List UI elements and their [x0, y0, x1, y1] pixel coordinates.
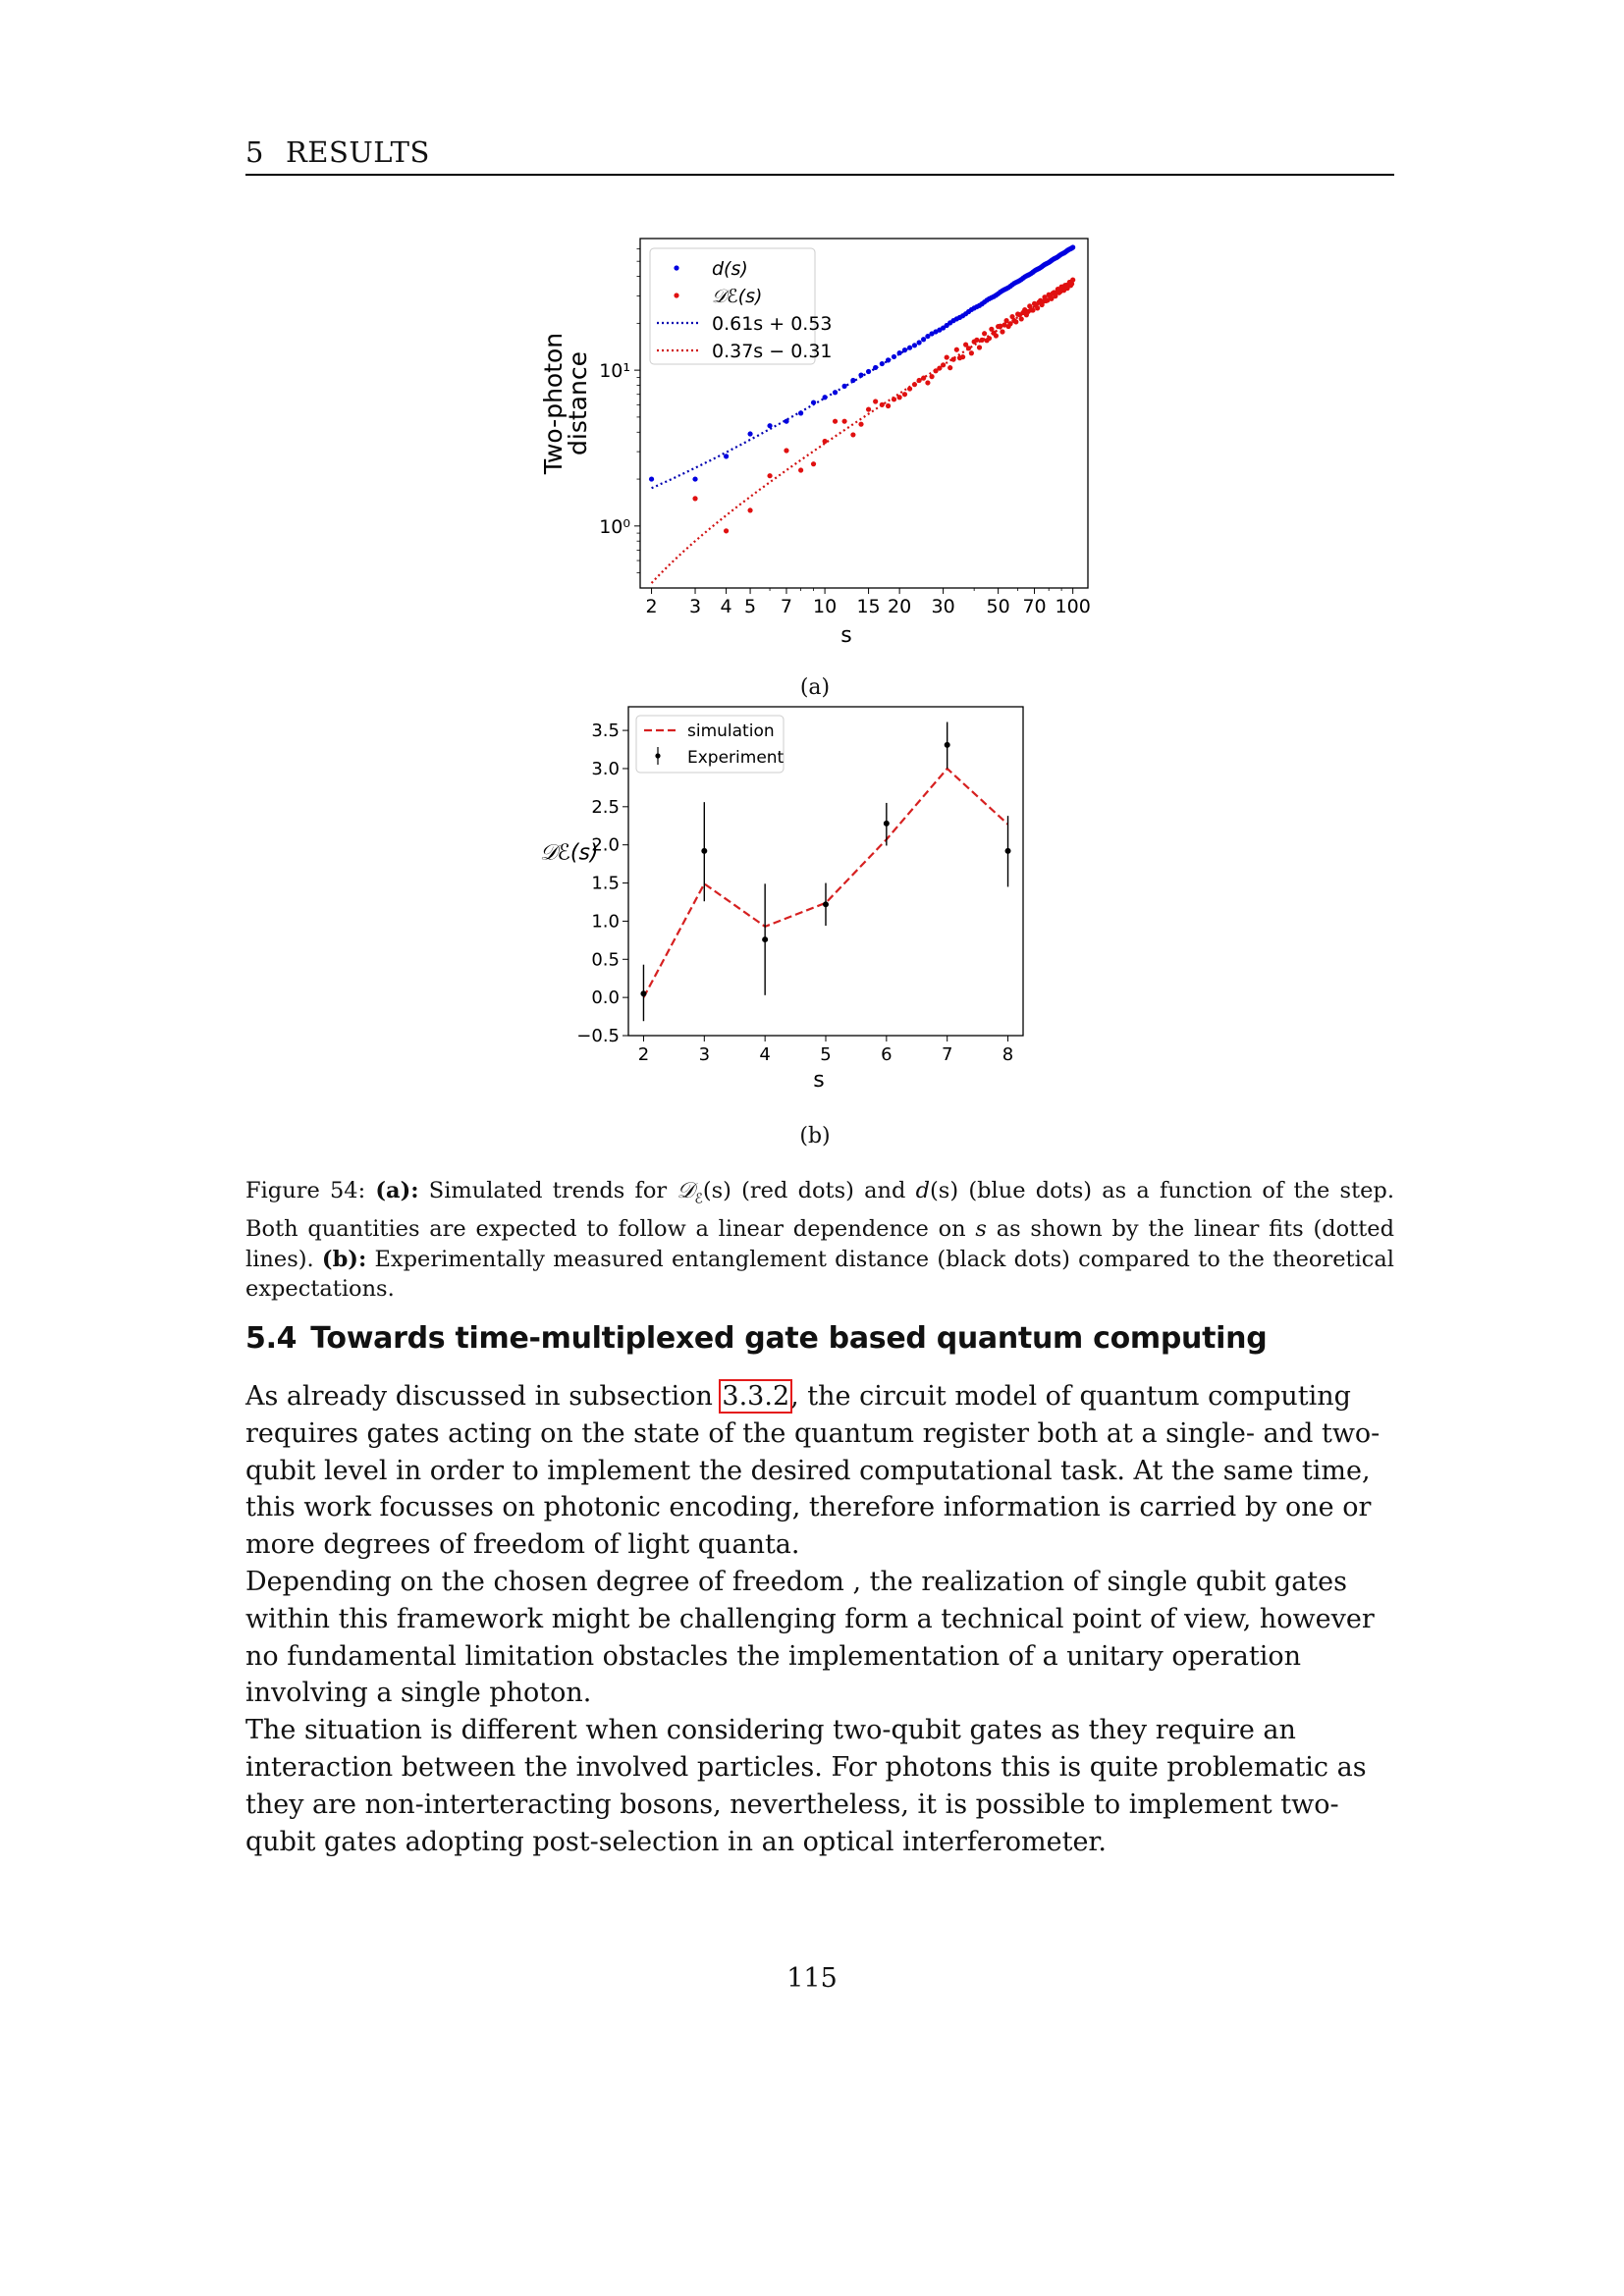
section-heading	[245, 1321, 1267, 1356]
data-point-De	[966, 346, 971, 350]
x-tick-label: 8	[1001, 1044, 1014, 1065]
subfigure-a-label: (a)	[799, 675, 831, 700]
x-tick-label: 3	[688, 596, 702, 617]
data-point-De	[977, 345, 982, 349]
data-point-De	[833, 419, 838, 424]
data-point-d	[886, 357, 891, 362]
experiment-point	[701, 848, 707, 854]
data-point-De	[917, 378, 922, 383]
data-point-De	[1035, 305, 1040, 310]
body-text	[245, 1378, 1404, 1860]
y-tick-label: 10¹	[599, 360, 630, 383]
paragraph-3: The situation is different when considering two-qubit gates as they require an interaction between the involved particles. For photons this is quite problematic as they are non-interteracting bosons, nevertheless, it is possible to implement two-qubit gates adopting post-selection in an optical interferometer.	[245, 1715, 1367, 1857]
legend-label: 𝒟ℰ(s)	[712, 286, 763, 307]
caption-text: Simulated trends for	[418, 1178, 677, 1203]
data-point-d	[917, 340, 922, 345]
caption-b-tag: (b):	[321, 1246, 367, 1272]
math-symbol-s: s	[975, 1216, 987, 1242]
data-point-De	[987, 336, 992, 341]
legend-label: Experiment	[687, 748, 785, 768]
legend-label: d(s)	[712, 258, 748, 280]
data-point-De	[950, 357, 955, 362]
chapter-title: RESULTS	[285, 135, 430, 169]
x-tick-label: 4	[720, 596, 732, 617]
data-point-De	[941, 362, 946, 367]
experiment-point	[884, 821, 890, 827]
x-tick-label: 15	[856, 596, 881, 617]
legend-label: simulation	[687, 721, 775, 741]
data-point-De	[1000, 329, 1004, 334]
math-subscript-E: ℰ	[694, 1191, 703, 1207]
data-point-De	[866, 406, 871, 411]
x-tick-label: 2	[637, 1044, 650, 1065]
paragraph-text: As already discussed in subsection	[245, 1381, 722, 1412]
x-tick-label: 3	[698, 1044, 711, 1065]
x-tick-label: 20	[888, 596, 912, 617]
data-point-d	[1070, 244, 1075, 249]
data-point-De	[767, 473, 772, 478]
cross-reference-link[interactable]: 3.3.2	[722, 1381, 790, 1412]
x-tick-label: 70	[1022, 596, 1047, 617]
x-axis-label: s	[813, 1068, 825, 1093]
data-point-De	[692, 496, 697, 501]
experiment-point	[640, 990, 646, 996]
caption-a-tag: (a):	[375, 1178, 419, 1203]
x-tick-label: 50	[986, 596, 1010, 617]
experiment-point	[762, 936, 768, 942]
x-tick-label: 100	[1055, 596, 1091, 617]
data-point-De	[960, 354, 965, 359]
paragraph-2: Depending on the chosen degree of freedom , the realization of single qubit gates within this framework might be challenging form a technical point of view, however no fundamental limitation obstacles the implementation of a unitary operation involving a single photon.	[245, 1566, 1375, 1709]
math-symbol-D: 𝒟	[677, 1178, 695, 1203]
data-point-De	[747, 507, 752, 512]
y-tick-label: 2.0	[591, 834, 620, 856]
y-tick-label: 10⁰	[599, 515, 630, 538]
x-tick-label: 6	[881, 1044, 893, 1065]
data-point-De	[929, 374, 934, 379]
legend-label: 0.61s + 0.53	[712, 313, 833, 335]
data-point-De	[897, 395, 902, 400]
data-point-De	[850, 432, 855, 437]
paragraph-text: , the circuit model of quantum computing requires gates acting on the state of the quantum register both at a single- and two-qubit level in order to implement the desired computational task. At the same time, this work focusses on photonic encoding, therefore information is carried by one or more degrees of freedom of light quanta.	[245, 1381, 1380, 1561]
page-number: 115	[786, 1963, 838, 1994]
section-number: 5.4	[245, 1321, 298, 1356]
legend-marker	[655, 753, 660, 758]
chart-b-entanglement-distance	[0, 687, 1624, 1139]
data-point-De	[907, 386, 912, 391]
y-tick-label: −0.5	[576, 1026, 620, 1046]
experiment-point	[823, 901, 829, 907]
figure-number: Figure 54:	[245, 1178, 366, 1203]
data-point-De	[954, 347, 959, 352]
caption-text: Experimentally measured entanglement distance (black dots) compared to the theoretical expectations.	[245, 1246, 1395, 1302]
data-point-De	[798, 467, 803, 472]
subfigure-b-label: (b)	[799, 1124, 831, 1148]
data-point-d	[850, 378, 855, 383]
y-tick-label: 1.5	[591, 873, 620, 894]
data-point-De	[902, 392, 907, 397]
legend	[636, 716, 785, 773]
figure-caption	[245, 1176, 1394, 1305]
data-point-De	[945, 354, 949, 359]
data-point-d	[921, 337, 926, 342]
data-point-d	[833, 390, 838, 395]
data-point-De	[1030, 307, 1035, 312]
data-point-De	[822, 439, 827, 444]
legend-label: 0.37s − 0.31	[712, 341, 833, 362]
data-point-De	[1070, 278, 1075, 283]
data-point-De	[925, 380, 930, 385]
y-axis-label: 𝒟ℰ(s)	[540, 840, 599, 866]
data-point-De	[886, 403, 891, 408]
paragraph-1	[245, 1378, 1404, 1564]
data-point-De	[974, 338, 979, 343]
x-axis-label: s	[840, 623, 852, 648]
data-point-d	[747, 431, 752, 436]
data-point-De	[969, 350, 974, 355]
data-point-d	[858, 373, 863, 378]
data-point-d	[880, 361, 885, 366]
experiment-point	[945, 742, 950, 748]
x-tick-label: 5	[744, 596, 757, 617]
chart-a-two-photon-distance	[0, 0, 1624, 687]
y-tick-label: 2.5	[591, 796, 620, 818]
y-tick-label: 3.0	[591, 758, 620, 779]
data-point-d	[873, 365, 878, 370]
data-point-De	[858, 422, 863, 427]
data-point-De	[1013, 319, 1018, 324]
data-point-d	[692, 476, 697, 481]
data-point-De	[841, 419, 846, 424]
x-tick-label: 7	[780, 596, 793, 617]
x-tick-label: 5	[820, 1044, 832, 1065]
data-point-De	[979, 338, 984, 343]
data-point-d	[892, 354, 896, 359]
y-tick-label: 0.5	[591, 949, 620, 971]
data-point-De	[1019, 316, 1024, 321]
legend	[650, 248, 833, 364]
data-point-d	[649, 476, 654, 481]
data-point-d	[902, 347, 907, 352]
caption-text: as shown by the linear fits (dotted lines).	[245, 1216, 1394, 1272]
y-tick-label: 3.5	[591, 721, 620, 742]
x-tick-label: 7	[941, 1044, 953, 1065]
legend-marker	[674, 265, 678, 270]
data-point-De	[880, 402, 885, 407]
data-point-d	[784, 419, 788, 424]
data-point-De	[873, 399, 878, 403]
data-point-De	[912, 382, 917, 387]
caption-text: (s) (red dots) and	[702, 1178, 916, 1203]
data-point-De	[892, 397, 896, 401]
data-point-De	[947, 365, 952, 370]
legend-marker	[674, 293, 678, 297]
data-point-d	[897, 350, 902, 355]
x-tick-label: 4	[759, 1044, 771, 1065]
y-axis-label-line: distance	[564, 351, 592, 455]
data-point-d	[907, 346, 912, 350]
y-axis-label-line: Two-photon	[539, 332, 568, 475]
caption-text: (s) (blue dots) as a function of the step. Both quantities are expected to follow a linear dependence on	[245, 1178, 1394, 1242]
data-point-De	[994, 333, 999, 338]
experiment-point	[1005, 848, 1011, 854]
data-point-d	[822, 395, 827, 400]
data-point-De	[982, 331, 987, 336]
data-point-d	[866, 369, 871, 374]
data-point-De	[724, 528, 729, 533]
data-point-De	[811, 461, 816, 466]
data-point-d	[724, 454, 729, 458]
y-axis-label	[539, 333, 592, 475]
data-point-De	[921, 376, 926, 381]
y-tick-label: 1.0	[591, 911, 620, 933]
data-point-d	[767, 423, 772, 428]
section-title: Towards time-multiplexed gate based quantum computing	[310, 1321, 1268, 1356]
data-point-De	[784, 448, 788, 453]
y-tick-label: 0.0	[591, 988, 620, 1009]
chapter-number: 5	[245, 135, 264, 169]
data-point-d	[841, 384, 846, 389]
x-tick-label: 2	[645, 596, 658, 617]
data-point-d	[912, 343, 917, 347]
x-tick-label: 30	[931, 596, 955, 617]
math-symbol-d: d	[915, 1178, 931, 1203]
data-point-d	[811, 400, 816, 404]
data-point-d	[798, 410, 803, 415]
x-tick-label: 10	[813, 596, 838, 617]
